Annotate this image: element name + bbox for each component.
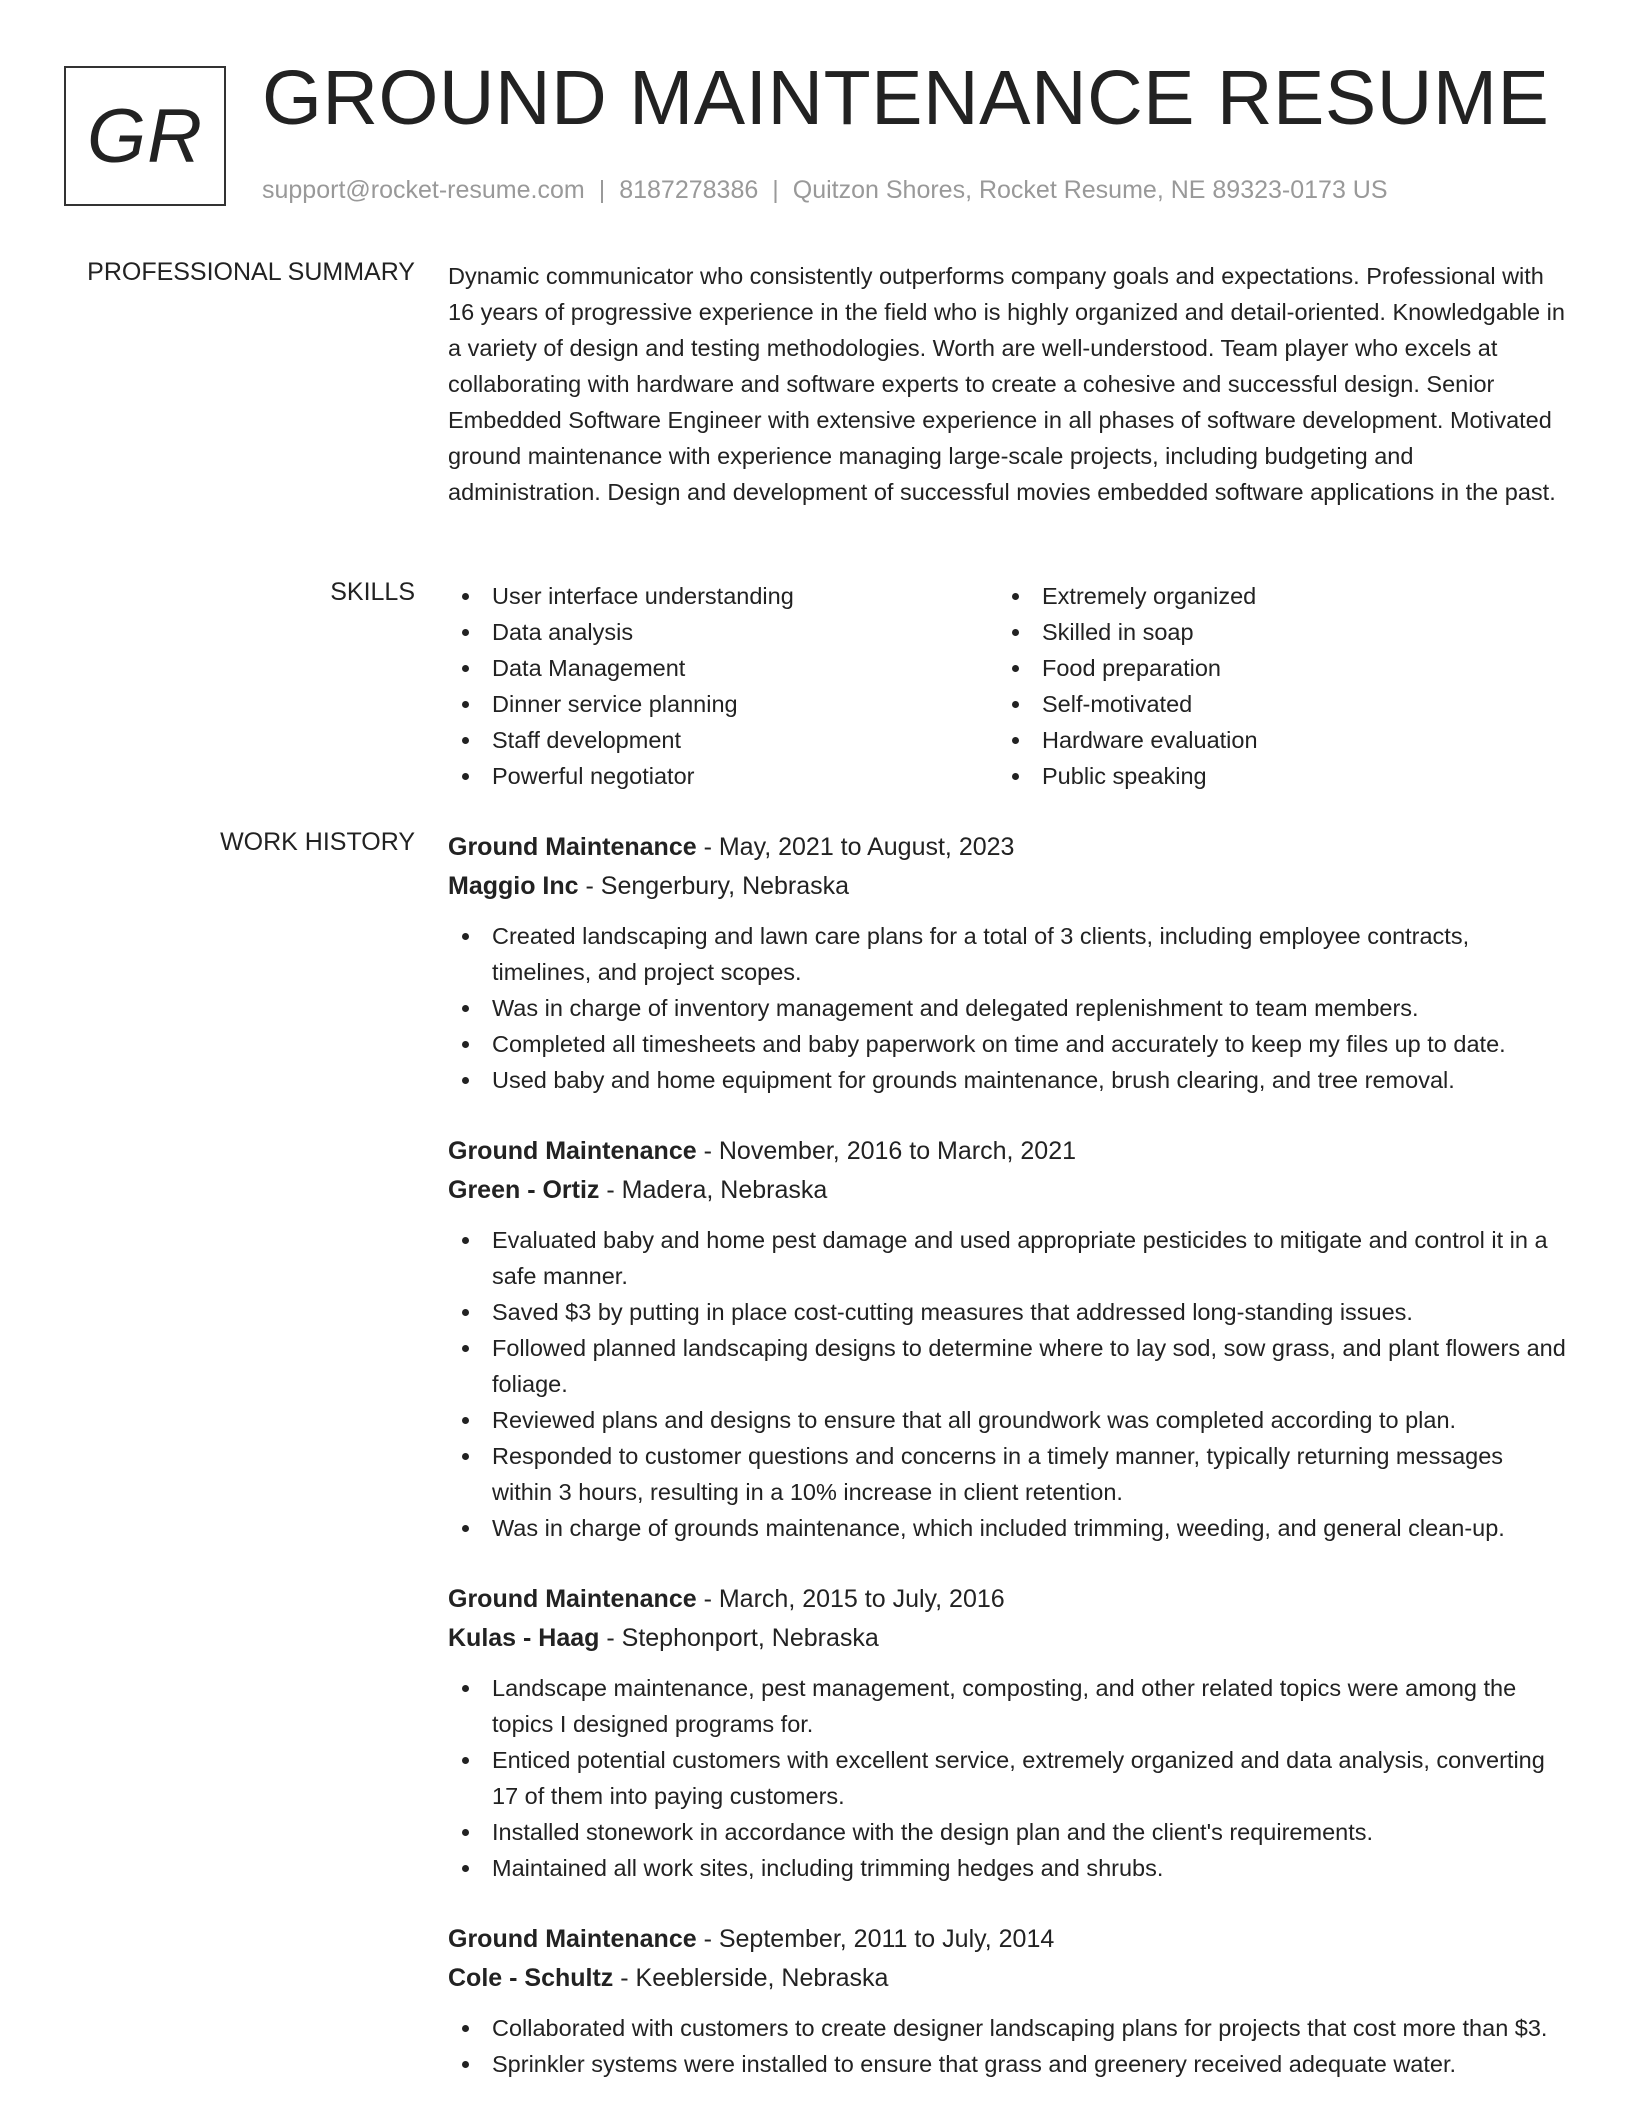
job-company-line [448,867,1568,906]
job-title: Ground Maintenance [448,833,697,861]
skill-item: Staff development [448,722,998,758]
summary-heading: PROFESSIONAL SUMMARY [87,258,415,286]
job-bullet: Responded to customer questions and concerns in a timely manner, typically returning messages within 3 hours, resulting in a 10% increase in client retention. [448,1438,1568,1510]
job-company-line [448,1619,1568,1658]
contact-separator: | [598,176,606,204]
job-company: Cole - Schultz [448,1964,614,1992]
job-dates: - September, 2011 to July, 2014 [696,1925,1055,1953]
job-dates: - May, 2021 to August, 2023 [696,833,1015,861]
job-title-line [448,828,1568,867]
contact-address: Quitzon Shores, Rocket Resume, NE 89323-0173 US [792,176,1388,204]
monogram-initials: GR [87,93,203,179]
contact-phone[interactable]: 8187278386 [619,176,759,204]
skill-item: User interface understanding [448,578,998,614]
skill-item: Data Management [448,650,998,686]
job-bullet: Completed all timesheets and baby paperwork on time and accurately to keep my files up to date. [448,1026,1568,1062]
job-entry [448,1132,1568,1546]
skill-item: Hardware evaluation [998,722,1548,758]
skills-heading: SKILLS [330,578,415,606]
job-entry [448,1920,1568,2082]
skill-item: Dinner service planning [448,686,998,722]
job-location: - Sengerbury, Nebraska [578,872,850,900]
job-location: - Keeblerside, Nebraska [613,1964,889,1992]
monogram-box [64,66,226,206]
skills-body [448,578,1568,794]
job-bullet: Collaborated with customers to create designer landscaping plans for projects that cost more than $3. [448,2010,1568,2046]
job-bullet: Was in charge of inventory management and delegated replenishment to team members. [448,990,1568,1026]
job-company-line [448,1959,1568,1998]
job-title: Ground Maintenance [448,1925,697,1953]
job-bullet: Saved $3 by putting in place cost-cutting measures that addressed long-standing issues. [448,1294,1568,1330]
skill-item: Food preparation [998,650,1548,686]
job-bullet: Used baby and home equipment for grounds maintenance, brush clearing, and tree removal. [448,1062,1568,1098]
job-title: Ground Maintenance [448,1585,697,1613]
job-dates: - November, 2016 to March, 2021 [696,1137,1077,1165]
job-company: Kulas - Haag [448,1624,600,1652]
job-bullet: Evaluated baby and home pest damage and used appropriate pesticides to mitigate and control it in a safe manner. [448,1222,1568,1294]
work-history-heading: WORK HISTORY [220,828,415,856]
summary-body [448,258,1568,510]
job-bullet: Was in charge of grounds maintenance, which included trimming, weeding, and general clean-up. [448,1510,1568,1546]
job-title: Ground Maintenance [448,1137,697,1165]
job-bullets [448,2010,1568,2082]
job-bullet: Followed planned landscaping designs to determine where to lay sod, sow grass, and plant flowers and foliage. [448,1330,1568,1402]
job-company: Maggio Inc [448,872,579,900]
job-bullets [448,1222,1568,1546]
work-history-body [448,828,1568,2116]
job-company-line [448,1171,1568,1210]
job-location: - Madera, Nebraska [599,1176,828,1204]
job-title-line [448,1580,1568,1619]
job-bullet: Landscape maintenance, pest management, composting, and other related topics were among the topics I designed programs for. [448,1670,1568,1742]
job-title-line [448,1132,1568,1171]
skill-item: Extremely organized [998,578,1548,614]
skill-item: Self-motivated [998,686,1548,722]
job-bullet: Installed stonework in accordance with the design plan and the client's requirements. [448,1814,1568,1850]
skills-columns [448,578,1568,794]
job-company: Green - Ortiz [448,1176,600,1204]
job-entry [448,1580,1568,1886]
job-title-line [448,1920,1568,1959]
job-entry [448,828,1568,1098]
job-bullets [448,1670,1568,1886]
skills-column-left [448,578,998,794]
job-dates: - March, 2015 to July, 2016 [696,1585,1005,1613]
contact-separator: | [772,176,779,204]
contact-line [262,176,1388,205]
job-bullet: Reviewed plans and designs to ensure that all groundwork was completed according to plan. [448,1402,1568,1438]
job-location: - Stephonport, Nebraska [599,1624,879,1652]
skill-item: Public speaking [998,758,1548,794]
job-bullet: Sprinkler systems were installed to ensure that grass and greenery received adequate water. [448,2046,1568,2082]
job-bullet: Maintained all work sites, including trimming hedges and shrubs. [448,1850,1568,1886]
skill-item: Data analysis [448,614,998,650]
job-bullet: Enticed potential customers with excellent service, extremely organized and data analysis, converting 17 of them into paying customers. [448,1742,1568,1814]
job-bullet: Created landscaping and lawn care plans for a total of 3 clients, including employee contracts, timelines, and project scopes. [448,918,1568,990]
skills-column-right [998,578,1548,794]
contact-email[interactable]: support@rocket-resume.com [262,176,585,204]
resume-title: GROUND MAINTENANCE RESUME [262,55,1550,141]
skill-item: Powerful negotiator [448,758,998,794]
summary-text: Dynamic communicator who consistently outperforms company goals and expectations. Professional with 16 years of progressive experience in the field who is highly organized and detail-oriented. Knowledgable in a variety of design and testing methodologies. Worth are well-understood. Team player who excels at collaborating with hardware and software experts to create a cohesive and successful design. Senior Embedded Software Engineer with extensive experience in all phases of software development. Motivated ground maintenance with experience managing large-scale projects, including budgeting and administration. Design and development of successful movies embedded software applications in the past. [448,263,1565,505]
job-bullets [448,918,1568,1098]
skill-item: Skilled in soap [998,614,1548,650]
